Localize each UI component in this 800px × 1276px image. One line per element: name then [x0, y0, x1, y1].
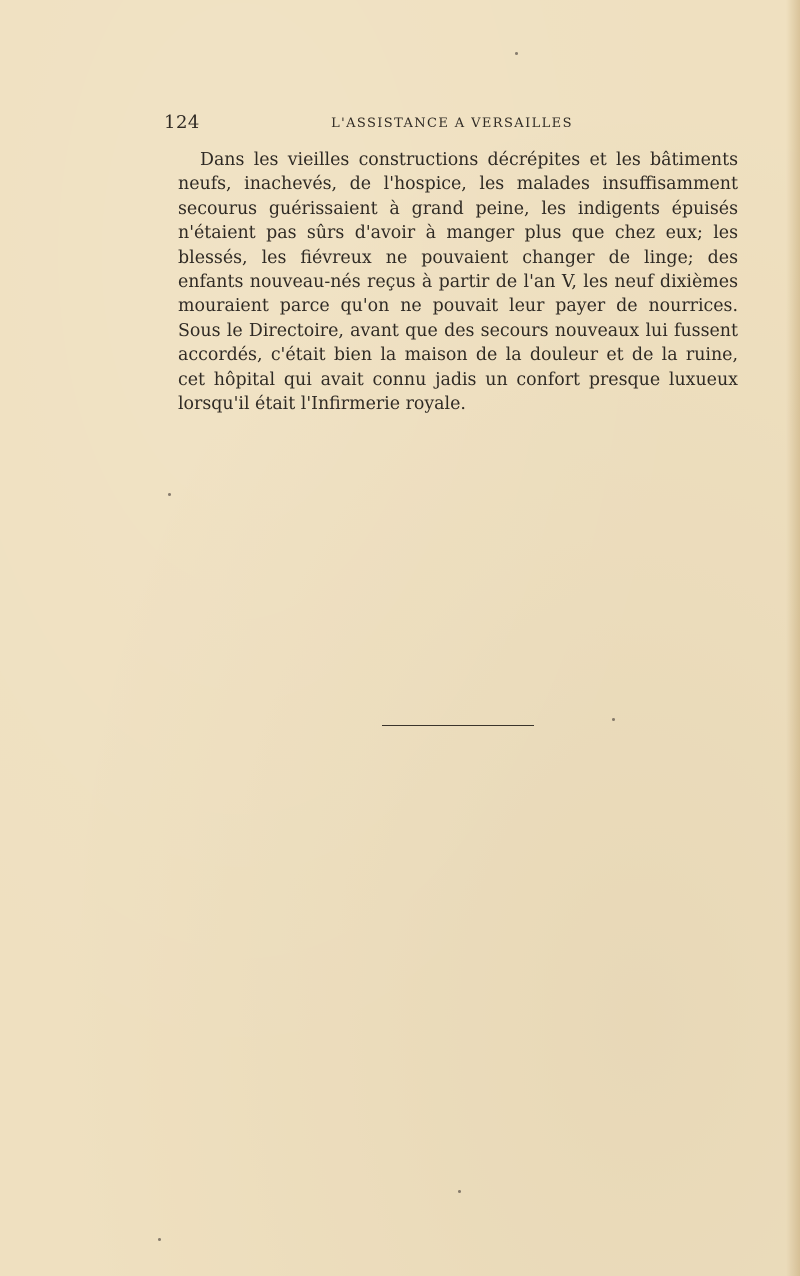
page-number: 124 — [164, 112, 200, 133]
paper-speck — [612, 718, 615, 721]
paper-speck — [515, 52, 518, 55]
running-title: L'ASSISTANCE A VERSAILLES — [331, 116, 573, 131]
running-header — [164, 112, 740, 136]
page-edge-shadow — [786, 0, 800, 1276]
body-text — [178, 148, 738, 416]
paper-speck — [158, 1238, 161, 1241]
end-rule — [382, 725, 534, 726]
paper-speck — [458, 1190, 461, 1193]
paragraph: Dans les vieilles constructions décrépites et les bâtiments neufs, inachevés, de l'hospice, les malades insuffisamment secourus guérissaient à grand peine, les indigents épuisés n'étaient pas sûrs d'avoir à manger plus que chez eux; les blessés, les fiévreux ne pouvaient changer de linge; des enfants nouveau-nés reçus à partir de l'an V, les neuf dixièmes mouraient parce qu'on ne pouvait leur payer de nourrices. Sous le Directoire, avant que des secours nouveaux lui fussent accordés, c'était bien la maison de la douleur et de la ruine, cet hôpital qui avait connu jadis un confort presque luxueux lorsqu'il était l'Infirmerie royale. — [178, 150, 738, 415]
paper-speck — [168, 493, 171, 496]
